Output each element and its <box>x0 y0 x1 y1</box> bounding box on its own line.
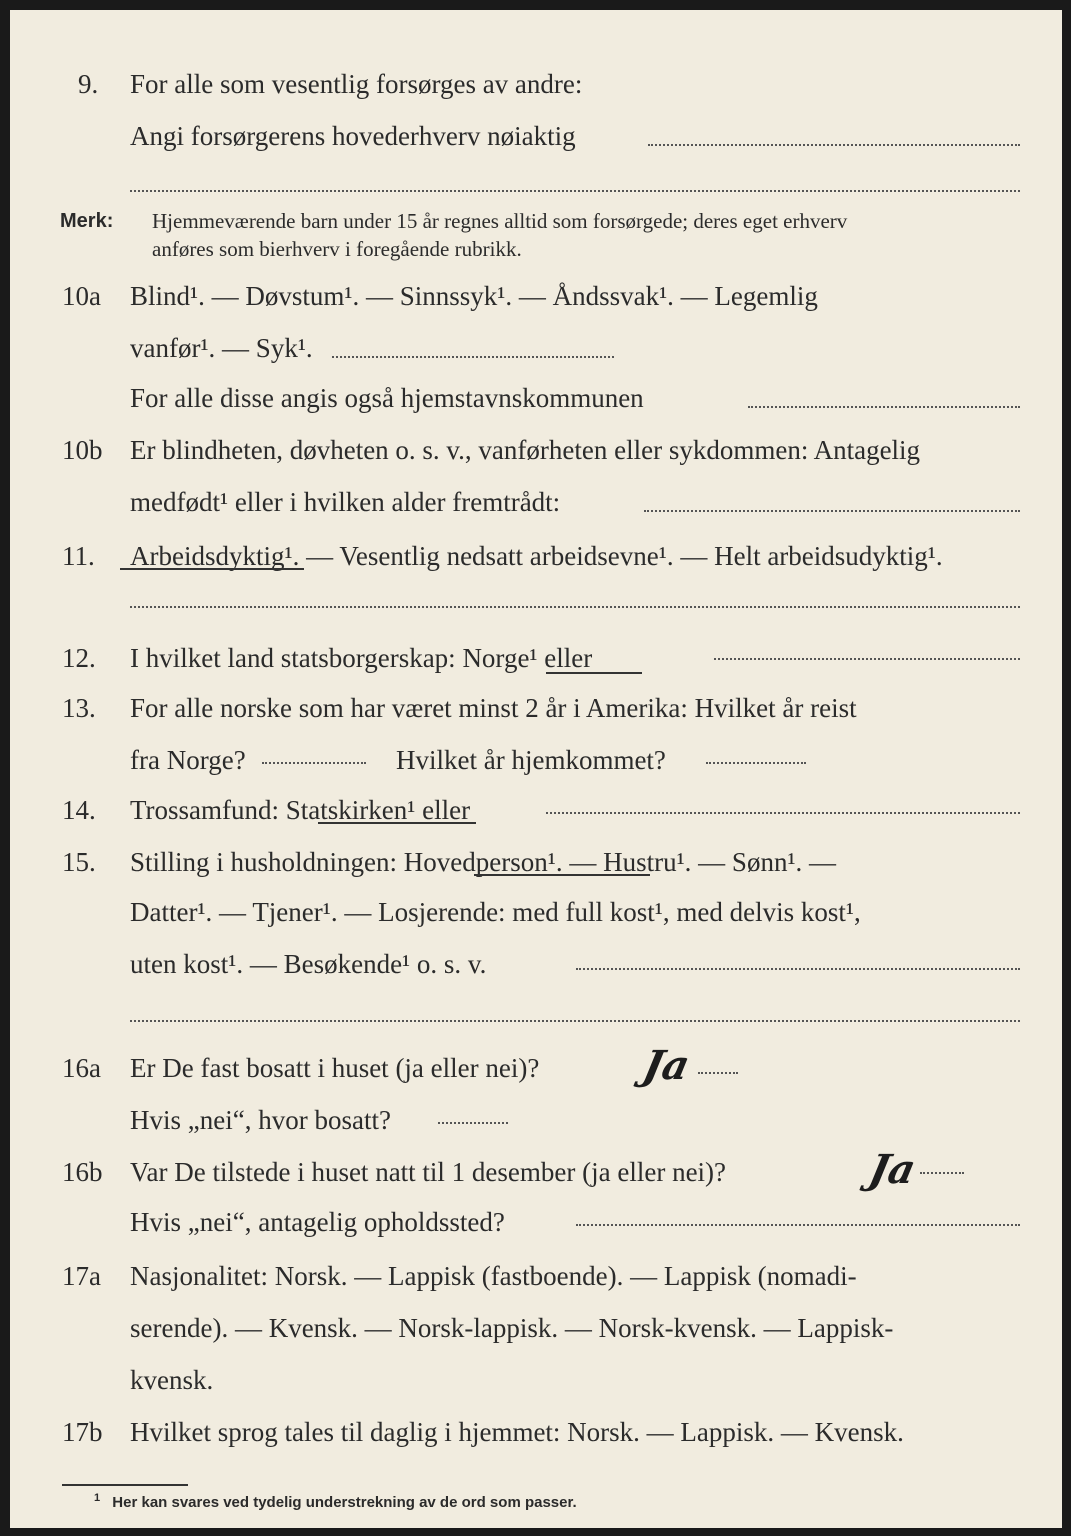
question-text: Trossamfund: Statskirken¹ eller <box>130 795 471 825</box>
answer-line[interactable] <box>576 1224 1020 1226</box>
question-text: Hvilket år hjemkommet? <box>396 745 666 775</box>
item-number: 14. <box>62 795 96 825</box>
answer-line[interactable] <box>748 406 1020 408</box>
underline-mark <box>318 822 476 824</box>
question-text: Hvis „nei“, hvor bosatt? <box>130 1105 391 1135</box>
question-text: Hvilket sprog tales til daglig i hjemmet: Norsk. — Lappisk. — Kvensk. <box>130 1417 904 1447</box>
answer-line[interactable] <box>698 1072 738 1074</box>
answer-line[interactable] <box>546 812 1020 814</box>
answer-line[interactable] <box>130 190 1020 192</box>
item-number: 13. <box>62 693 96 723</box>
question-text: uten kost¹. — Besøkende¹ o. s. v. <box>130 949 487 979</box>
footnote <box>94 1492 577 1511</box>
census-form-page <box>10 10 1062 1528</box>
underline-mark <box>120 568 304 570</box>
question-text: For alle som vesentlig forsørges av andre: <box>130 69 583 99</box>
question-text: medfødt¹ eller i hvilken alder fremtrådt: <box>130 487 561 517</box>
note-text: Hjemmeværende barn under 15 år regnes alltid som forsørgede; deres eget erhverv <box>152 209 848 233</box>
footnote-mark: 1 <box>94 1492 101 1504</box>
question-text: Er blindheten, døvheten o. s. v., vanførheten eller sykdommen: Antagelig <box>130 435 921 465</box>
item-number: 9. <box>78 69 99 99</box>
question-text: Stilling i husholdningen: Hovedperson¹. — Hustru¹. — Sønn¹. — <box>130 847 837 877</box>
question-text: Arbeidsdyktig¹. — Vesentlig nedsatt arbeidsevne¹. — Helt arbeidsudyktig¹. <box>130 541 943 571</box>
question-text: For alle norske som har været minst 2 år i Amerika: Hvilket år reist <box>130 693 857 723</box>
item-number: 17a <box>62 1261 101 1291</box>
answer-line[interactable] <box>130 606 1020 608</box>
question-text: Er De fast bosatt i huset (ja eller nei)? <box>130 1053 540 1083</box>
question-text: Hvis „nei“, antagelig opholdssted? <box>130 1207 505 1237</box>
answer-line[interactable] <box>644 510 1020 512</box>
item-number: 17b <box>62 1417 103 1447</box>
question-text: fra Norge? <box>130 745 246 775</box>
underline-mark <box>546 672 642 674</box>
item-number: 16a <box>62 1053 101 1083</box>
question-text: serende). — Kvensk. — Norsk-lappisk. — Norsk-kvensk. — Lappisk- <box>130 1313 894 1343</box>
handwritten-answer: Ja <box>639 1042 694 1089</box>
item-number: 12. <box>62 643 96 673</box>
answer-line[interactable] <box>920 1172 964 1174</box>
item-number: 15. <box>62 847 96 877</box>
handwritten-answer: Ja <box>865 1146 920 1193</box>
question-text: Blind¹. — Døvstum¹. — Sinnssyk¹. — Åndssvak¹. — Legemlig <box>130 281 818 311</box>
underline-mark <box>474 874 650 876</box>
question-text: Datter¹. — Tjener¹. — Losjerende: med full kost¹, med delvis kost¹, <box>130 897 861 927</box>
answer-line[interactable] <box>262 762 366 764</box>
answer-line[interactable] <box>130 1020 1020 1022</box>
item-number: 10b <box>62 435 103 465</box>
answer-line[interactable] <box>714 658 1020 660</box>
answer-line[interactable] <box>648 144 1020 146</box>
answer-line[interactable] <box>706 762 806 764</box>
question-text: Angi forsørgerens hovederhverv nøiaktig <box>130 121 576 151</box>
footnote-rule <box>62 1484 188 1486</box>
item-number: 11. <box>62 541 95 571</box>
question-text: For alle disse angis også hjemstavnskommunen <box>130 383 644 413</box>
question-text: I hvilket land statsborgerskap: Norge¹ eller <box>130 643 593 673</box>
question-text: kvensk. <box>130 1365 214 1395</box>
note-text: anføres som bierhverv i foregående rubrikk. <box>152 237 522 261</box>
item-number: 10a <box>62 281 101 311</box>
footnote-text: Her kan svares ved tydelig understrekning av de ord som passer. <box>112 1494 577 1511</box>
question-text: vanfør¹. — Syk¹. <box>130 333 313 363</box>
question-text: Var De tilstede i huset natt til 1 desember (ja eller nei)? <box>130 1157 727 1187</box>
answer-line[interactable] <box>576 968 1020 970</box>
item-number: 16b <box>62 1157 103 1187</box>
question-text: Nasjonalitet: Norsk. — Lappisk (fastboende). — Lappisk (nomadi- <box>130 1261 857 1291</box>
answer-line[interactable] <box>332 356 614 358</box>
note-label: Merk: <box>60 210 114 232</box>
answer-line[interactable] <box>438 1122 508 1124</box>
